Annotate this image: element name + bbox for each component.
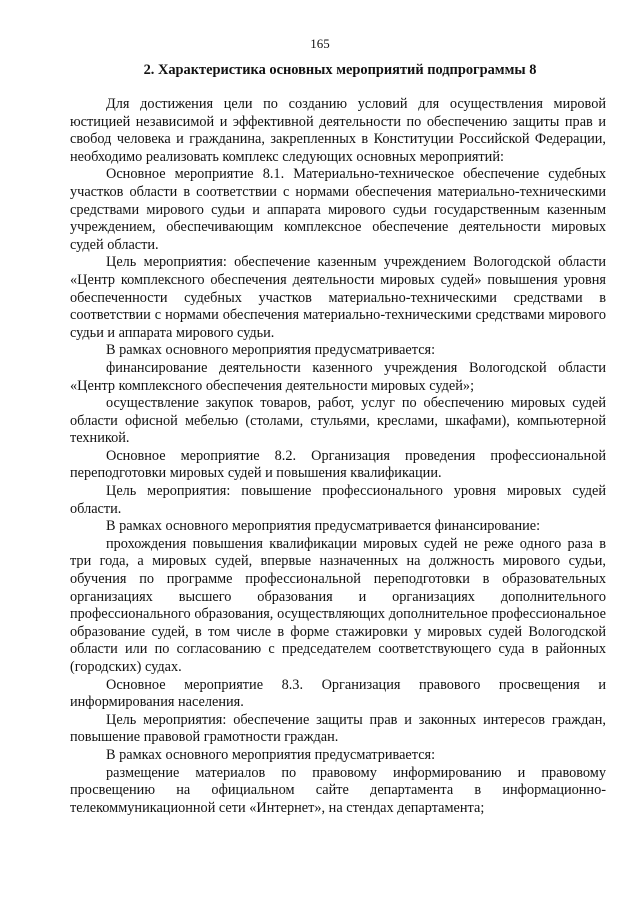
- body-text: [70, 96, 606, 817]
- paragraph-measure-8-2: Основное мероприятие 8.2. Организация проведения профессиональной переподготовки мировых судей и повышения квалификации.: [70, 447, 606, 482]
- paragraph-intro: Для достижения цели по созданию условий для осуществления мировой юстицией независимой и эффективной деятельности по обеспечению защиты прав и свобод человека и гражданина, закрепленных в Конституции Российской Федерации, необходимо реализовать комплекс следующих основных мероприятий:: [70, 96, 606, 165]
- paragraph-measure-8-3: Основное мероприятие 8.3. Организация правового просвещения и информирования населения.: [70, 676, 606, 711]
- section-heading: 2. Характеристика основных мероприятий подпрограммы 8: [143, 62, 537, 78]
- paragraph-publication-8-3: размещение материалов по правовому информированию и правовому просвещению на официальном сайте департамента в информационно-телекоммуникационной сети «Интернет», на стендах департамента;: [70, 764, 606, 816]
- paragraph-measure-8-1: Основное мероприятие 8.1. Материально-техническое обеспечение судебных участков области в соответствии с нормами обеспечения материально-техническими средствами мирового судьи и аппарата мирового судьи государственным казенным учреждением, обеспечивающим комплексное обеспечение деятельности мировых судей области.: [70, 166, 606, 253]
- paragraph-goal-8-2: Цель мероприятия: повышение профессионального уровня мировых судей области.: [70, 483, 606, 517]
- paragraph-training-8-2: прохождения повышения квалификации мировых судей не реже одного раза в три года, а мировых судей, впервые назначенных на должность мирового судьи, обучения по программе профессиональной переподготовки в образовательных организациях высшего образования и организациях дополнительного профессионального образования, осуществляющих дополнительное профессиональное образование судей, в том числе в форме стажировки у мировых судей Вологодской области или по согласованию с председателем соответствующего суда в районных (городских) судах.: [70, 535, 606, 675]
- paragraph-goal-8-1: Цель мероприятия: обеспечение казенным учреждением Вологодской области «Центр комплексного обеспечения деятельности мировых судей» повышения уровня обеспеченности судебных участков материально-техническими средствами в соответствии с нормами обеспечения материально-техническими средствами мирового судьи и аппарата мирового судьи.: [70, 254, 606, 341]
- paragraph-goal-8-3: Цель мероприятия: обеспечение защиты прав и законных интересов граждан, повышение правовой грамотности граждан.: [70, 711, 606, 746]
- paragraph-financing-8-1: финансирование деятельности казенного учреждения Вологодской области «Центр комплексного обеспечения деятельности мировых судей»;: [70, 359, 606, 394]
- paragraph-procurement-8-1: осуществление закупок товаров, работ, услуг по обеспечению мировых судей области офисной мебелью (столами, стульями, креслами, шкафами), компьютерной техникой.: [70, 395, 606, 447]
- paragraph-provision-8-2: В рамках основного мероприятия предусматривается финансирование:: [106, 518, 541, 535]
- paragraph-provision-8-3: В рамках основного мероприятия предусматривается:: [106, 746, 436, 763]
- page-number: 165: [310, 36, 330, 51]
- paragraph-provision-8-1: В рамках основного мероприятия предусматривается:: [106, 342, 436, 359]
